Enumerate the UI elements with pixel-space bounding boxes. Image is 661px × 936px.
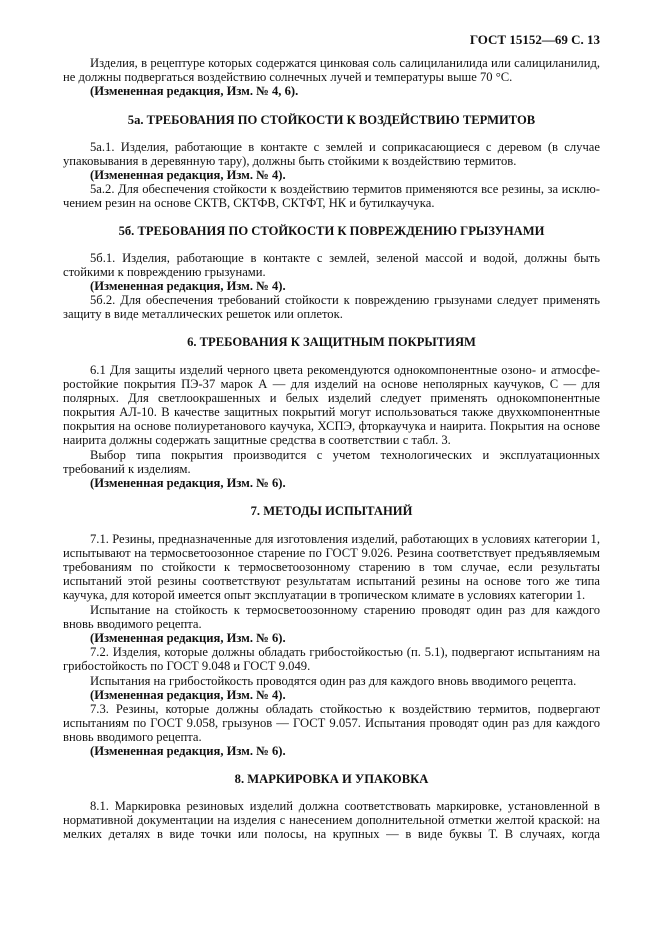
paragraph: 7.1. Резины, предназначенные для изготовления изделий, работающих в условиях категории 1, испытывают на термосветоозонное старение по ГОСТ 9.026. Резина соответствует предъявляемым требованиям по стойкости к термосветоозонному старению в том случае, если результаты испытаний этой резины соответствуют результатам испытаний резины на основе того же типа каучука, для которой имеется опыт эксплуатации в тропическом климате в условиях категории 1. bbox=[63, 532, 600, 602]
amendment-note: (Измененная редакция, Изм. № 4). bbox=[90, 688, 286, 702]
amendment-note: (Измененная редакция, Изм. № 6). bbox=[90, 744, 286, 758]
paragraph: 8.1. Маркировка резиновых изделий должна соответствовать маркировке, установленной в нормативной документации на изделия с нанесением дополнительной отметки желтой краской: на мелких деталях в виде точки или полосы, на крупных — в виде буквы Т. В случаях, когда bbox=[63, 799, 600, 841]
amendment-note: (Измененная редакция, Изм. № 6). bbox=[90, 631, 286, 645]
paragraph: Выбор типа покрытия производится с учетом технологических и эксплуатационных требований к изделиям. bbox=[63, 448, 600, 476]
paragraph: 7.2. Изделия, которые должны обладать грибостойкостью (п. 5.1), подвергают испытаниям на грибостойкость по ГОСТ 9.048 и ГОСТ 9.049. bbox=[63, 645, 600, 673]
section-heading-5b: 5б. ТРЕБОВАНИЯ ПО СТОЙКОСТИ К ПОВРЕЖДЕНИЮ ГРЫЗУНАМИ bbox=[118, 224, 545, 238]
page-header: ГОСТ 15152—69 С. 13 bbox=[469, 32, 600, 47]
amendment-note: (Измененная редакция, Изм. № 6). bbox=[90, 476, 286, 490]
section-heading-5a: 5а. ТРЕБОВАНИЯ ПО СТОЙКОСТИ К ВОЗДЕЙСТВИЮ ТЕРМИТОВ bbox=[127, 113, 536, 127]
section-heading-6: 6. ТРЕБОВАНИЯ К ЗАЩИТНЫМ ПОКРЫТИЯМ bbox=[187, 335, 476, 349]
amendment-note: (Измененная редакция, Изм. № 4, 6). bbox=[90, 84, 299, 98]
paragraph: 5б.1. Изделия, работающие в контакте с землей, зеленой массой и водой, должны быть стойкими к повреждению грызунами. bbox=[63, 251, 600, 279]
amendment-note: (Измененная редакция, Изм. № 4). bbox=[90, 168, 286, 182]
paragraph: 5б.2. Для обеспечения требований стойкости к повреждению грызунами следует применять защиту в виде металлических решеток или оплеток. bbox=[63, 293, 600, 321]
paragraph: Изделия, в рецептуре которых содержатся цинковая соль салициланилида или салициланилид, не должны подвергаться воздействию солнечных лучей и температуры выше 70 °С. bbox=[63, 56, 600, 84]
amendment-note: (Измененная редакция, Изм. № 4). bbox=[90, 279, 286, 293]
paragraph: Испытания на грибостойкость проводятся один раз для каждого вновь вводимого рецепта. bbox=[90, 674, 577, 688]
paragraph: 6.1 Для защиты изделий черного цвета рекомендуются однокомпонентные озоно- и атмосферостойкие покрытия ПЭ-37 марок А — для изделий на основе неполярных каучуков, С — для полярных. Для светлоокрашенных и белых изделий следует применять однокомпонентные покрытия АЛ-10. В качестве защитных покрытий могут использоваться также двухкомпонентные покрытия на основе полиуретанового каучука, ХСПЭ, фторкаучука и наирита. Покрытия на основе наирита должны содержать защитные средства в соответствии с табл. 3. bbox=[63, 363, 600, 447]
paragraph: 5а.1. Изделия, работающие в контакте с землей и соприкасающиеся с деревом (в случае упаковывания в деревянную тару), должны быть стойкими к воздействию термитов. bbox=[63, 140, 600, 168]
section-heading-8: 8. МАРКИРОВКА И УПАКОВКА bbox=[234, 772, 429, 786]
paragraph: Испытание на стойкость к термосветоозонному старению проводят один раз для каждого вновь вводимого рецепта. bbox=[63, 603, 600, 631]
section-heading-7: 7. МЕТОДЫ ИСПЫТАНИЙ bbox=[250, 504, 413, 518]
paragraph: 5а.2. Для обеспечения стойкости к воздействию термитов применяются все резины, за исключением резин на основе СКТВ, СКТФВ, СКТФТ, НК и бутилкаучука. bbox=[63, 182, 600, 210]
paragraph: 7.3. Резины, которые должны обладать стойкостью к воздействию термитов, подвергают испытаниям по ГОСТ 9.058, грызунов — ГОСТ 9.057. Испытания проводят один раз для каждого вновь вводимого рецепта. bbox=[63, 702, 600, 744]
